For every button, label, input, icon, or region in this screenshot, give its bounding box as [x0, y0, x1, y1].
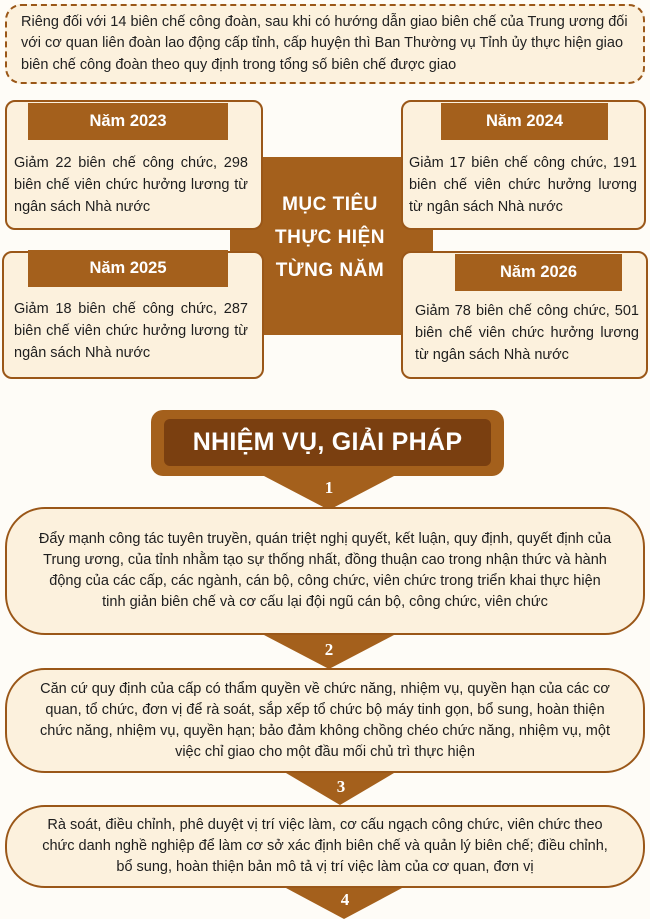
task-box-3 — [5, 805, 645, 888]
center-title-line2: THỰC HIỆN — [275, 227, 385, 248]
task-text-1: Đẩy mạnh công tác tuyên truyền, quán triệt nghị quyết, kết luận, quy định, quyết định của Trung ương, của tỉnh nhằm tạo sự thống nhất, đồng thuận cao trong nhận thức và hành động của các cấp, các ngành, cán bộ, công chức, viên chức trong triển khai thực hiện tinh giản biên chế và cơ cấu lại đội ngũ cán bộ, công chức, viên chức — [38, 531, 612, 610]
year-text-2025: Giảm 18 biên chế công chức, 287 biên chế viên chức hưởng lương từ ngân sách Nhà nước — [14, 301, 248, 361]
step-number-1: 1 — [324, 478, 334, 497]
year-text-2023: Giảm 22 biên chế công chức, 298 biên chế viên chức hưởng lương từ ngân sách Nhà nước — [14, 155, 248, 215]
task-text-3: Rà soát, điều chỉnh, phê duyệt vị trí việc làm, cơ cấu ngạch công chức, viên chức theo chức danh nghề nghiệp để làm cơ sở xác định biên chế và quản lý biên chế; điều chỉnh, bổ sung, hoàn thiện bản mô tả vị trí việc làm của cơ quan, đơn vị — [42, 817, 608, 875]
year-text-2026: Giảm 78 biên chế công chức, 501 biên chế viên chức hưởng lương từ ngân sách Nhà nước — [415, 303, 639, 363]
center-title-line3: TỪNG NĂM — [275, 260, 385, 281]
year-label-2025: Năm 2025 — [28, 250, 228, 287]
year-label-2024: Năm 2024 — [441, 103, 608, 140]
task-box-1 — [5, 507, 645, 635]
task-box-2 — [5, 668, 645, 773]
intro-note-text: Riêng đối với 14 biên chế công đoàn, sau khi có hướng dẫn giao biên chế của Trung ương đối với cơ quan liên đoàn lao động cấp tỉnh, cấp huyện thì Ban Thường vụ Tỉnh ủy thực hiện giao biên chế công đoàn theo quy định trong tổng số biên chế được giao — [21, 13, 628, 73]
year-label-2026: Năm 2026 — [455, 254, 622, 291]
step-number-4: 4 — [340, 890, 350, 909]
intro-note — [5, 4, 645, 84]
center-title — [262, 188, 398, 287]
year-text-2024: Giảm 17 biên chế công chức, 191 biên chế viên chức hưởng lương từ ngân sách Nhà nước — [409, 155, 637, 215]
center-title-line1: MỤC TIÊU — [282, 194, 378, 215]
section-heading: NHIỆM VỤ, GIẢI PHÁP — [164, 419, 491, 466]
step-number-3: 3 — [336, 777, 346, 796]
year-label-2023: Năm 2023 — [28, 103, 228, 140]
task-text-2: Căn cứ quy định của cấp có thẩm quyền về chức năng, nhiệm vụ, quyền hạn của các cơ quan, tổ chức, đơn vị để rà soát, sắp xếp tổ chức bộ máy tinh gọn, bổ sung, hoàn thiện chức năng, nhiệm vụ, quyền hạn; bảo đảm không chồng chéo chức năng, nhiệm vụ, một việc chỉ giao cho một đầu mối chủ trì thực hiện — [40, 680, 610, 760]
step-number-2: 2 — [324, 640, 334, 659]
